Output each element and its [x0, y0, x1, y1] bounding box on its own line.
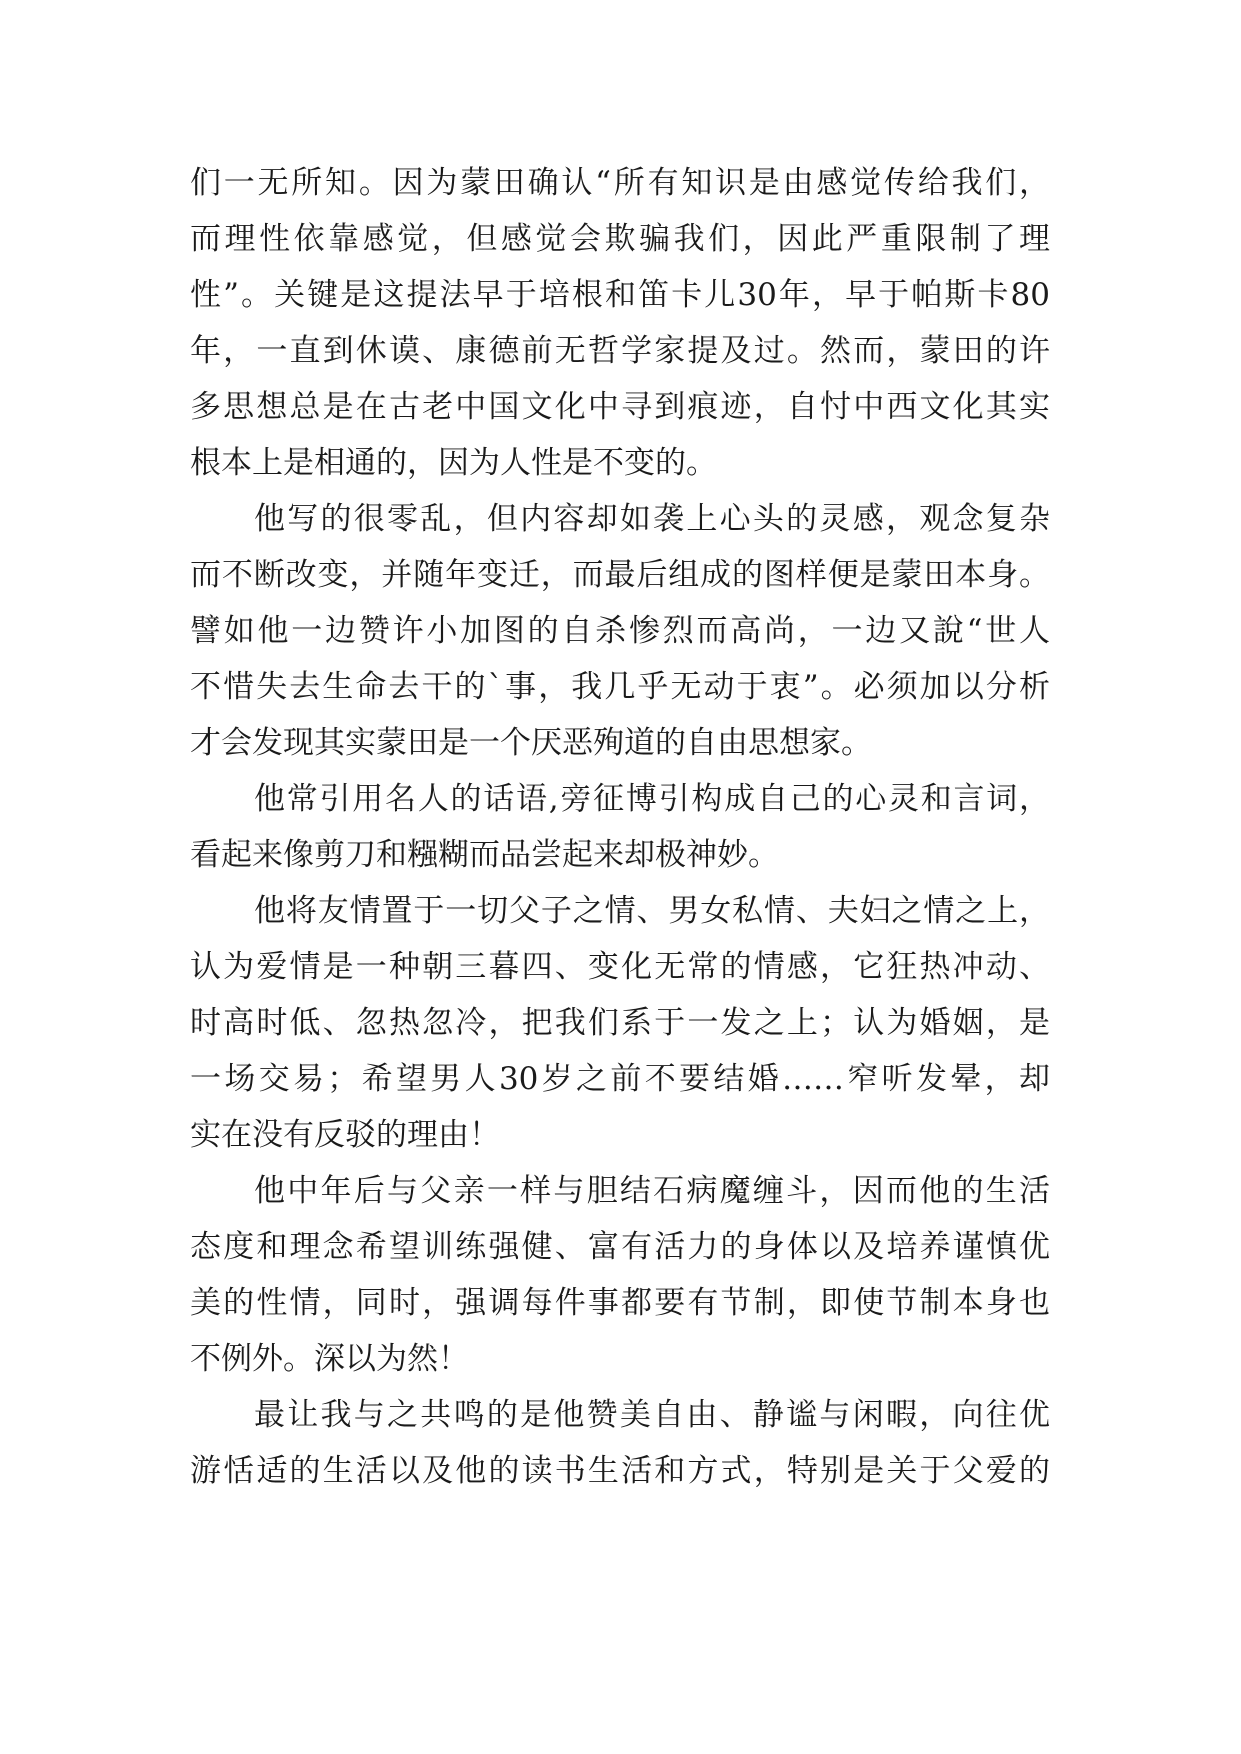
text-line: 年，一直到休谟、康德前无哲学家提及过。然而，蒙田的许: [190, 333, 1050, 369]
text-line: 他中年后与父亲一样与胆结石病魔缠斗，因而他的生活: [254, 1173, 1050, 1209]
text-line: 譬如他一边赞许小加图的自杀惨烈而高尚，一边又說“世人: [190, 613, 1050, 649]
text-line: 不例外。深以为然！: [190, 1341, 469, 1377]
text-line: 性”。关键是这提法早于培根和笛卡儿30年，早于帕斯卡80: [190, 277, 1050, 313]
text-line: 他写的很零乱，但内容却如袭上心头的灵感，观念复杂: [254, 501, 1050, 537]
text-line: 认为爱情是一种朝三暮四、变化无常的情感，它狂热冲动、: [190, 949, 1050, 985]
text-line: 们一无所知。因为蒙田确认“所有知识是由感觉传给我们，: [190, 165, 1050, 201]
text-line: 根本上是相通的，因为人性是不变的。: [190, 445, 717, 481]
body-text: [190, 155, 1050, 1499]
text-line: 时高时低、忽热忽冷，把我们系于一发之上；认为婚姻，是: [190, 1005, 1050, 1041]
text-line: 最让我与之共鸣的是他赞美自由、静谧与闲暇，向往优: [254, 1397, 1050, 1433]
text-line: 看起来像剪刀和糨糊而品尝起来却极神妙。: [190, 837, 779, 873]
text-line: 游恬适的生活以及他的读书生活和方式，特别是关于父爱的: [190, 1453, 1050, 1489]
text-line: 美的性情，同时，强调每件事都要有节制，即使节制本身也: [190, 1285, 1050, 1321]
text-line: 一场交易；希望男人30岁之前不要结婚……窄听发晕，却: [190, 1061, 1050, 1097]
text-line: 不惜失去生命去干的`事，我几乎无动于衷”。必须加以分析: [190, 669, 1050, 705]
text-line: 态度和理念希望训练强健、富有活力的身体以及培养谨慎优: [190, 1229, 1050, 1265]
text-line: 他常引用名人的话语,旁征博引构成自己的心灵和言词，: [254, 781, 1050, 817]
text-line: 而理性依靠感觉，但感觉会欺骗我们，因此严重限制了理: [190, 221, 1050, 257]
text-line: 实在没有反驳的理由！: [190, 1117, 500, 1153]
text-line: 多思想总是在古老中国文化中寻到痕迹，自忖中西文化其实: [190, 389, 1050, 425]
text-line: 他将友情置于一切父子之情、男女私情、夫妇之情之上，: [254, 893, 1050, 929]
text-line: 而不断改变，并随年变迁，而最后组成的图样便是蒙田本身。: [190, 557, 1050, 593]
text-line: 才会发现其实蒙田是一个厌恶殉道的自由思想家。: [190, 725, 872, 761]
